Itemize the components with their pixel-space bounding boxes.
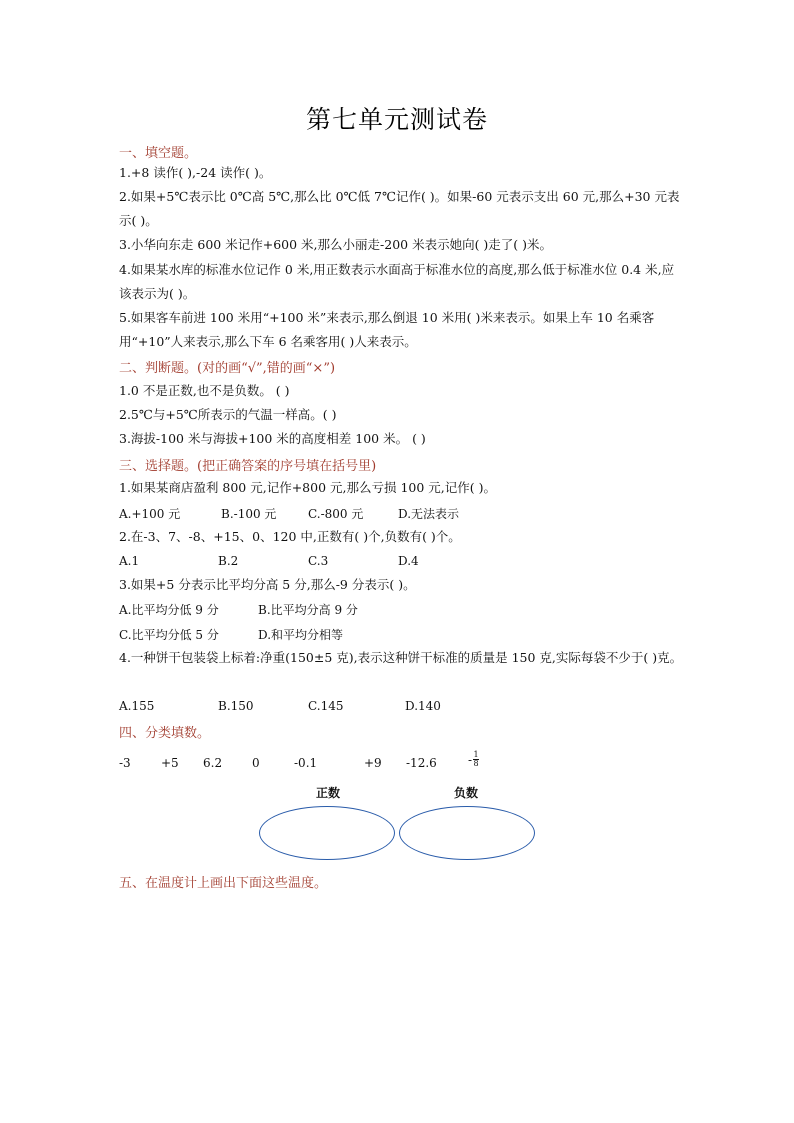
fill-question-3: 3.小华向东走 600 米记作+600 米,那么小丽走-200 米表示她向( )走了( )米。: [119, 237, 553, 252]
classify-number: 0: [252, 756, 260, 770]
choice-2-option-d: D.4: [398, 554, 419, 568]
choice-question-1: 1.如果某商店盈利 800 元,记作+800 元,那么亏损 100 元,记作( )。: [119, 480, 496, 495]
choice-3-option-a: A.比平均分低 9 分: [119, 603, 219, 617]
positive-ellipse: [259, 806, 395, 860]
judge-question-2: 2.5℃与+5℃所表示的气温一样高。( ): [119, 407, 337, 422]
choice-1-option-d: D.无法表示: [398, 507, 460, 521]
negative-ellipse: [399, 806, 535, 860]
choice-3-option-d: D.和平均分相等: [258, 628, 344, 642]
classify-number: -0.1: [294, 756, 318, 770]
fill-question-4: 4.如果某水库的标准水位记作 0 米,用正数表示水面高于标准水位的高度,那么低于标准水位 0.4 米,应该表示为( )。: [119, 262, 675, 301]
choice-1-option-b: B.-100 元: [221, 507, 277, 521]
choice-4-option-b: B.150: [218, 699, 254, 713]
section-judge: 二、判断题。(对的画“√”,错的画“×”): [119, 361, 336, 376]
choice-2-option-b: B.2: [218, 554, 239, 568]
classify-fraction: [468, 751, 479, 768]
choice-question-4: 4.一种饼干包装袋上标着:净重(150±5 克),表示这种饼干标准的质量是 150 克,实际每袋不少于( )克。: [119, 650, 683, 665]
judge-question-1: 1.0 不是正数,也不是负数。 ( ): [119, 383, 290, 398]
choice-4-option-d: D.140: [405, 699, 441, 713]
fraction-denominator: 8: [473, 759, 479, 768]
fill-question-5: 5.如果客车前进 100 米用“+100 米”来表示,那么倒退 10 米用( )米来表示。如果上车 10 名乘客用“+10”人来表示,那么下车 6 名乘客用( )人来表示。: [119, 310, 655, 349]
choice-1-option-a: A.+100 元: [119, 507, 181, 521]
fill-question-2: 2.如果+5℃表示比 0℃高 5℃,那么比 0℃低 7℃记作( )。如果-60 元表示支出 60 元,那么+30 元表示( )。: [119, 189, 680, 228]
fraction-sign: -: [468, 752, 473, 767]
classify-number: -12.6: [406, 756, 437, 770]
choice-1-option-c: C.-800 元: [308, 507, 364, 521]
choice-3-option-c: C.比平均分低 5 分: [119, 628, 219, 642]
choice-4-option-c: C.145: [308, 699, 344, 713]
classify-number: +9: [364, 756, 382, 770]
classify-number: -3: [119, 756, 131, 770]
section-choice: 三、选择题。(把正确答案的序号填在括号里): [119, 459, 377, 474]
classify-number: 6.2: [203, 756, 223, 770]
judge-question-3: 3.海拔-100 米与海拔+100 米的高度相差 100 米。 ( ): [119, 431, 426, 446]
section-thermometer: 五、在温度计上画出下面这些温度。: [119, 876, 328, 891]
page-title: 第七单元测试卷: [305, 105, 488, 134]
fraction-numerator: 1: [473, 750, 479, 759]
fill-question-1: 1.+8 读作( ),-24 读作( )。: [119, 165, 272, 180]
choice-2-option-c: C.3: [308, 554, 329, 568]
choice-3-option-b: B.比平均分高 9 分: [258, 603, 358, 617]
choice-4-option-a: A.155: [119, 699, 155, 713]
positive-label: 正数: [316, 786, 341, 800]
classify-number: +5: [161, 756, 179, 770]
section-fill-in: 一、填空题。: [119, 146, 198, 161]
section-classify: 四、分类填数。: [119, 726, 211, 741]
choice-question-2: 2.在-3、7、-8、+15、0、120 中,正数有( )个,负数有( )个。: [119, 529, 461, 544]
negative-label: 负数: [454, 786, 479, 800]
choice-question-3: 3.如果+5 分表示比平均分高 5 分,那么-9 分表示( )。: [119, 577, 416, 592]
choice-2-option-a: A.1: [119, 554, 140, 568]
